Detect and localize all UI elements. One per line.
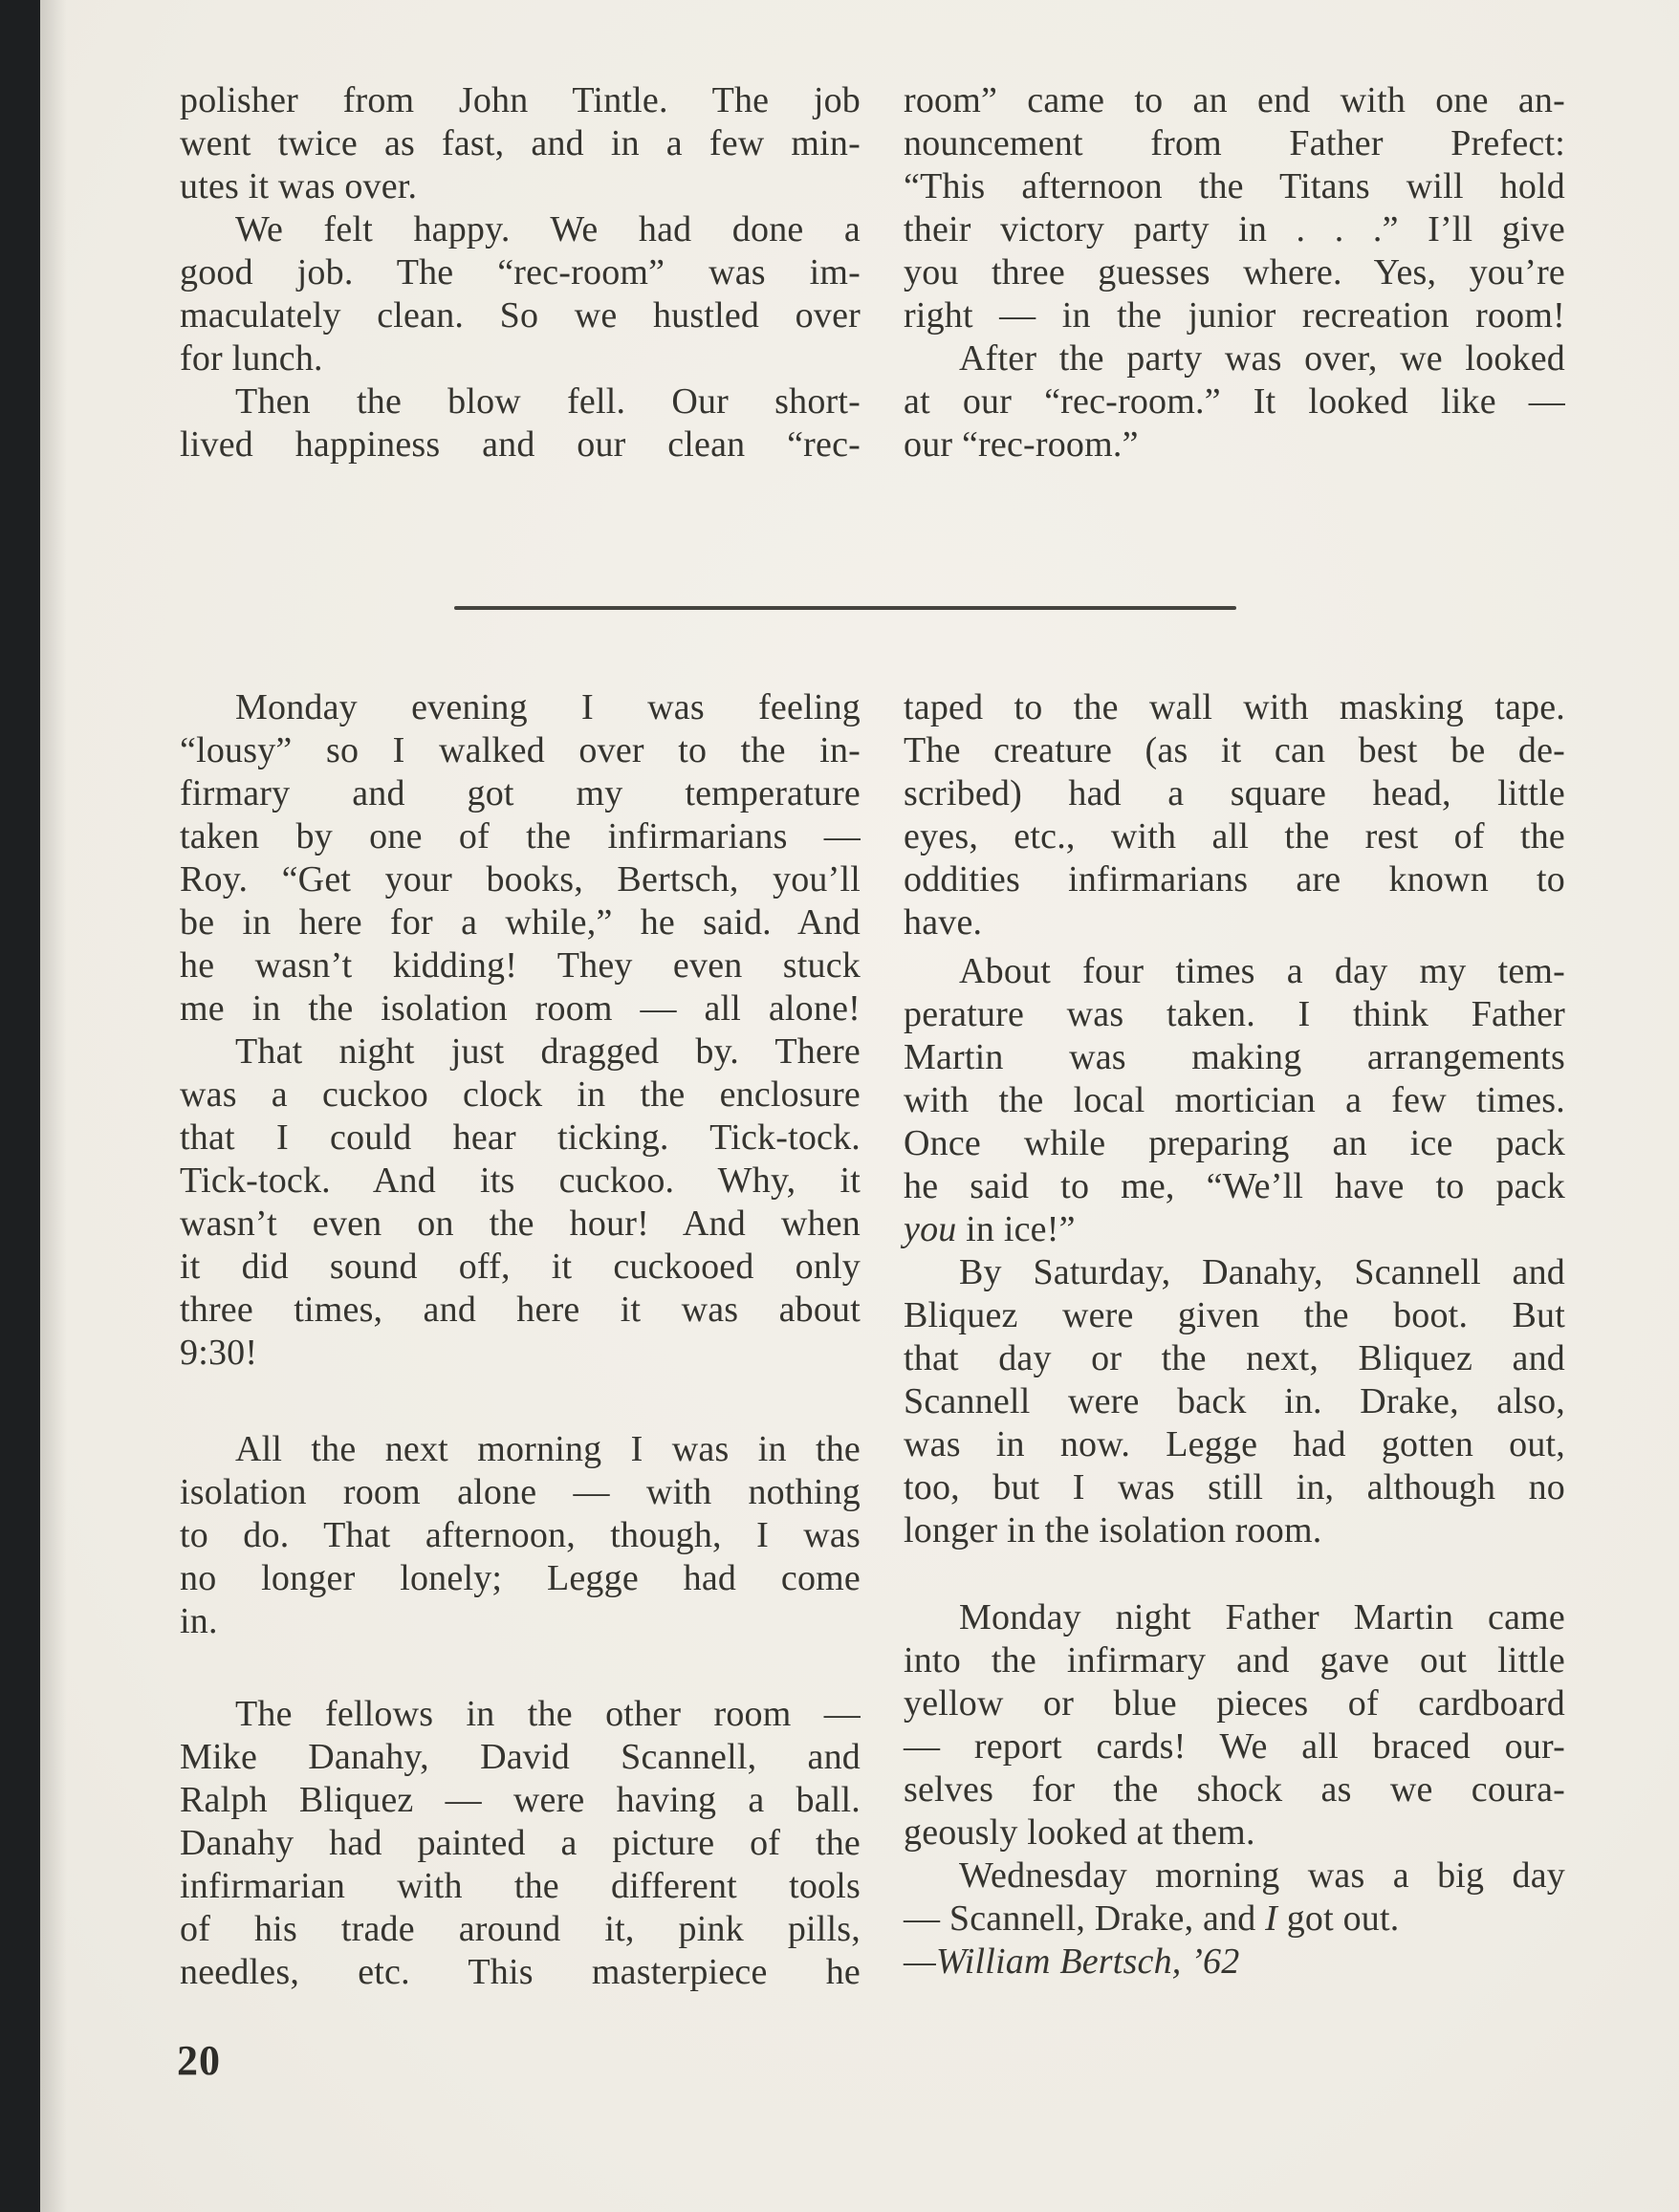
text-line: Danahy had painted a picture of the xyxy=(180,1823,861,1863)
text-line: their victory party in . . .” I’ll give xyxy=(904,209,1565,249)
text-line: for lunch. xyxy=(180,338,323,379)
paragraph xyxy=(904,1596,1565,1854)
text-line: Monday evening I was feeling xyxy=(235,687,861,727)
text-line: utes it was over. xyxy=(180,166,418,206)
text-line: went twice as fast, and in a few min- xyxy=(180,123,861,163)
text-line: isolation room alone — with nothing xyxy=(180,1472,861,1512)
text-line: perature was taken. I think Father xyxy=(904,994,1565,1034)
text-line: selves for the shock as we coura- xyxy=(904,1769,1565,1810)
text-line: nouncement from Father Prefect: xyxy=(904,123,1565,163)
text-line: that day or the next, Bliquez and xyxy=(904,1338,1565,1378)
text-line: have. xyxy=(904,902,983,943)
text-line: too, but I was still in, although no xyxy=(904,1467,1565,1507)
paragraph xyxy=(180,79,861,208)
text-line: — report cards! We all braced our- xyxy=(904,1726,1565,1767)
text-line xyxy=(904,1208,1565,1251)
paragraph xyxy=(180,1428,861,1643)
text-line: right — in the junior recreation room! xyxy=(904,295,1565,336)
text-line: you three guesses where. Yes, you’re xyxy=(904,252,1565,293)
text-line: oddities infirmarians are known to xyxy=(904,859,1565,900)
text-line: eyes, etc., with all the rest of the xyxy=(904,816,1565,857)
text-line: infirmarian with the different tools xyxy=(180,1866,861,1906)
text-line: our “rec-room.” xyxy=(904,424,1139,465)
text-line: That night just dragged by. There xyxy=(235,1031,861,1072)
text-line: “lousy” so I walked over to the in- xyxy=(180,730,861,770)
text-line: in. xyxy=(180,1601,218,1641)
story1-left-column xyxy=(180,79,861,466)
text-line: About four times a day my tem- xyxy=(959,951,1565,991)
text-line: was in now. Legge had gotten out, xyxy=(904,1424,1565,1464)
paragraph xyxy=(180,1693,861,1994)
text-segment: got out. xyxy=(1277,1898,1400,1939)
paragraph xyxy=(904,686,1565,944)
text-line: that I could hear ticking. Tick-tock. xyxy=(180,1117,861,1158)
text-line: We felt happy. We had done a xyxy=(235,209,861,249)
scan-edge-black-strip xyxy=(0,0,40,2212)
text-line: room” came to an end with one an- xyxy=(904,80,1565,120)
paragraph xyxy=(180,208,861,380)
text-line: at our “rec-room.” It looked like — xyxy=(904,381,1565,422)
text-line: Scannell were back in. Drake, also, xyxy=(904,1381,1565,1421)
section-divider-rule xyxy=(454,606,1236,610)
paragraph xyxy=(180,686,861,1030)
text-line: By Saturday, Danahy, Scannell and xyxy=(959,1252,1565,1292)
text-line: lived happiness and our clean “rec- xyxy=(180,424,861,465)
text-line: Ralph Bliquez — were having a ball. xyxy=(180,1780,861,1820)
text-line: After the party was over, we looked xyxy=(959,338,1565,379)
text-line: it did sound off, it cuckooed only xyxy=(180,1247,861,1287)
text-line: with the local mortician a few times. xyxy=(904,1080,1565,1120)
text-line: longer in the isolation room. xyxy=(904,1510,1322,1551)
text-line: he said to me, “We’ll have to pack xyxy=(904,1166,1565,1206)
text-line: to do. That afternoon, though, I was xyxy=(180,1515,861,1555)
text-line: Bliquez were given the boot. But xyxy=(904,1295,1565,1335)
text-line: taped to the wall with masking tape. xyxy=(904,687,1565,727)
text-line: maculately clean. So we hustled over xyxy=(180,295,861,336)
text-line: All the next morning I was in the xyxy=(235,1429,861,1469)
paragraph xyxy=(180,380,861,466)
text-line: Martin was making arrangements xyxy=(904,1037,1565,1077)
text-line: Then the blow fell. Our short- xyxy=(235,381,861,422)
story2-left-column xyxy=(180,686,861,1994)
text-line: “This afternoon the Titans will hold xyxy=(904,166,1565,206)
text-line: 9:30! xyxy=(180,1333,258,1373)
text-line: geously looked at them. xyxy=(904,1812,1255,1853)
text-line: wasn’t even on the hour! And when xyxy=(180,1204,861,1244)
paragraph xyxy=(904,1854,1565,1941)
text-line xyxy=(904,1898,1565,1941)
italic-text: you xyxy=(904,1209,957,1249)
paragraph xyxy=(904,1251,1565,1552)
text-segment: — Scannell, Drake, and xyxy=(904,1898,1266,1939)
text-line: he wasn’t kidding! They even stuck xyxy=(180,945,861,986)
text-line: Wednesday morning was a big day xyxy=(959,1855,1565,1896)
text-line: of his trade around it, pink pills, xyxy=(180,1909,861,1949)
text-line: Tick-tock. And its cuckoo. Why, it xyxy=(180,1160,861,1201)
page-gutter-shadow xyxy=(40,0,67,2212)
text-line: three times, and here it was about xyxy=(180,1290,861,1330)
text-line: scribed) had a square head, little xyxy=(904,773,1565,813)
story1-right-column xyxy=(904,79,1565,466)
text-line: Once while preparing an ice pack xyxy=(904,1123,1565,1163)
text-line: taken by one of the infirmarians — xyxy=(180,816,861,857)
byline: —William Bertsch, ’62 xyxy=(904,1941,1240,1982)
text-line: Monday night Father Martin came xyxy=(959,1597,1565,1637)
paragraph xyxy=(904,950,1565,1251)
text-segment: in ice!” xyxy=(956,1209,1076,1249)
text-line: was a cuckoo clock in the enclosure xyxy=(180,1074,861,1115)
text-line: needles, etc. This masterpiece he xyxy=(180,1952,861,1992)
story2-right-column xyxy=(904,686,1565,1984)
italic-text: I xyxy=(1265,1898,1278,1939)
text-line: The fellows in the other room — xyxy=(235,1694,861,1734)
text-line: into the infirmary and gave out little xyxy=(904,1640,1565,1681)
text-line: polisher from John Tintle. The job xyxy=(180,80,861,120)
text-line: good job. The “rec-room” was im- xyxy=(180,252,861,293)
paragraph xyxy=(904,337,1565,466)
text-line: me in the isolation room — all alone! xyxy=(180,988,861,1029)
text-line: firmary and got my temperature xyxy=(180,773,861,813)
text-line: no longer lonely; Legge had come xyxy=(180,1558,861,1598)
text-line: Roy. “Get your books, Bertsch, you’ll xyxy=(180,859,861,900)
text-line: be in here for a while,” he said. And xyxy=(180,902,861,943)
paragraph xyxy=(904,79,1565,337)
paragraph xyxy=(180,1030,861,1375)
story2-right-paragraphs xyxy=(904,686,1565,1941)
text-line: The creature (as it can best be de- xyxy=(904,730,1565,770)
page-number: 20 xyxy=(177,2037,221,2084)
text-line: yellow or blue pieces of cardboard xyxy=(904,1683,1565,1724)
text-line: Mike Danahy, David Scannell, and xyxy=(180,1737,861,1777)
